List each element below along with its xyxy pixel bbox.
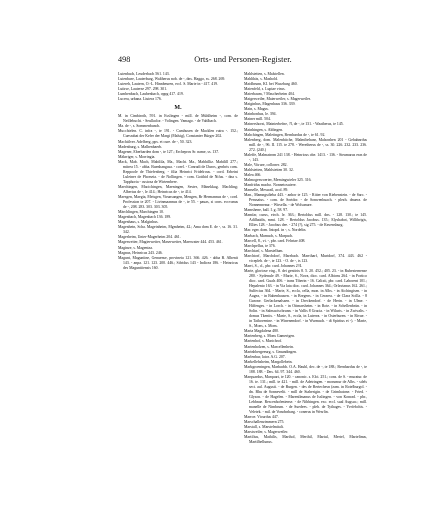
index-entry: Lumbenbach, Laubenbach, oppg 417. 419. xyxy=(118,92,184,97)
index-entry: Marchtarf, s. Marstellum. xyxy=(244,248,284,253)
index-entry: Lutirse, Lauterse 297. 298. 301. xyxy=(118,87,168,92)
index-entry: Marienholzen, s. Marcellenhein. xyxy=(244,344,294,349)
index-entry: Lutenbure, Lauterburg, Waltherus nob. de -, dns. Haggo, ss. 268. 269. xyxy=(118,77,226,82)
index-entry: Marienhof, s. Marichrof. xyxy=(244,339,283,344)
index-entry: Mainer mill. 504. xyxy=(244,117,271,122)
index-entry: Magenhaus, s. Malginhus. xyxy=(118,220,159,225)
index-entry: Maechingen, Macichingen, Maeningen, Sester, Mänekkug. Machling; Albertus de -, le 414.; Heinricus de -, te 414. xyxy=(118,184,238,194)
index-entry: Maleffe, Malmatrom 241 138. - Heinricus obe. 1413. - 136. - Steumarus eras de -, 143. xyxy=(244,152,367,162)
index-entry: Marstweiler, s. Magerweiler. xyxy=(244,430,289,435)
middle-column xyxy=(244,72,367,445)
index-entry: Mainhingen, s. Aldingen. xyxy=(244,127,283,132)
index-entry: Madenburg, s. Malhenbaerh. xyxy=(118,144,163,149)
index-entry: Mahlstetten, s. Malstellen. xyxy=(244,72,285,76)
index-entry: Maria Magdalena 480. xyxy=(244,329,279,334)
index-entry: Marcell, 8., vi. -, pbr. card. Fehrtae 408. xyxy=(244,238,306,243)
index-entry: Märchlingen, Marchingen 10. xyxy=(118,210,164,215)
index-entry: Maierbaum, ? Mascherheim 404. xyxy=(244,92,295,97)
index-entry: Ma. de -, s. Sommenbunch. xyxy=(118,124,161,129)
index-entry: Magerweiter, Magierweiter, Maserweiter, Maerwater 444. 453. 461. xyxy=(118,240,223,245)
index-entry: Mainershorst, Mainterhefne, ?I, de -, te 131. - Waatherus, te 145. xyxy=(244,122,344,127)
index-entry: Main, s. Magus. xyxy=(244,107,269,112)
index-entry: Magenhein, Scha. Mageinheim, Mgmheim, 42.; Ama dom E. de -, ss. 16. 31. 342. xyxy=(118,225,238,235)
index-entry: Maesgen, Maegia, Meisgen, Virunsangen, Mengen, Br Hermannus de -, cord. Profession te 207. - Livinmaannus de -, te 55. - pauas, si cons. eccvanus de -, 208. 283. 303. 303. 305. xyxy=(118,195,238,210)
index-entry: Lucera, urbana. Liutera 176. xyxy=(118,97,162,102)
index-entry: Malmogerwoerter, Memingwieler 325. 316. xyxy=(244,177,312,182)
index-entry: Marchpellus, te 376. xyxy=(244,243,276,248)
index-entry: Magenbach, Magenbach 136. 189. xyxy=(118,215,172,220)
index-entry: Mack, Mab. Mach, Mabilila, Ma., Macht. Ma., Mabhilliz. Mabilill 277.; mitrea 15. - abba. Buenhangasa. - corel. - Conradi de Duros, genbris cons. Reppoole de Thiefenberg. - filia Heinrici Fridelrous. - cord. Erheini Luleiner de Phorseia. - de Nollingen. - com. Gotthid de Nifus. - dna s. Tapphoria - custosa de Wirtembere. xyxy=(118,159,238,184)
index-entry: Manfridus macho. Nonnetosuiere. xyxy=(244,183,297,188)
index-entry: Mahlthäs, s. Mashold. xyxy=(244,77,279,82)
index-entry: Maidbrunn, KI. bei Wurzburg 460. xyxy=(244,82,298,87)
index-entry: Mäkrriger, s. Morringia. xyxy=(118,154,156,159)
index-entry: Marschallenzimmern 275. xyxy=(244,420,285,425)
index-entry: Marstall, s. Marstelmitalt. xyxy=(244,425,284,430)
index-entry: Marlenbur, lator. A.G. 207. xyxy=(244,354,286,359)
index-entry: Mar. eger. dom. Intopd. in -, s. Nordelin. xyxy=(244,228,307,233)
index-entry: Markgroeningen, Marbacbh. O.A. Haubl, dec. de -, te 188.; Bernhardus de -, te 188. 188. - Dns. 64. 97. 344. 460. xyxy=(244,364,367,374)
index-entry: Male, Vitrure, colloner. 282. xyxy=(244,162,288,167)
page-number: 498 xyxy=(118,55,131,64)
index-entry: Mahchingen, Maleiingen, Bernhardus de -, te 61. 92. xyxy=(244,132,326,137)
index-entry: Mainbonhus, le. 394. xyxy=(244,112,277,117)
index-entry: Mahlstetten, Mahlstetten 30. 32. xyxy=(244,167,294,172)
index-entry: Magnus, Heinricus 243. 246. xyxy=(118,250,163,255)
index-entry: Maiginhus, Magenhaus 336. 339. xyxy=(244,102,296,107)
index-entry: Lutereh, Lautern, O.-L. Hinnbeuren, eccl. S. Marie in - 417. 419. xyxy=(118,82,219,87)
index-entry: Lutenbach, Leuderbach 561. 143. xyxy=(118,72,170,76)
index-entry: Malea 466. xyxy=(244,172,262,177)
index-entry: Mamshene, ball. I. g. 58. 97. xyxy=(244,208,289,213)
page-title: Orts- und Personen-Register. xyxy=(194,55,292,64)
index-entry: Mamfar, curus, eirch. le. 363.; Bertoldus mill. dns. - 128. 130.; te 145. Adilhaidis, mmi. 128. - Bertoldus Jacobus. 135.; Elyshabot, Willibrigis, Ellies 128. - Jacobus dee. - 274 (?), sig 275. - de Ravensburg. xyxy=(244,213,367,228)
index-entry: Marinhbergeeurg, s. Gmundingen. xyxy=(244,349,297,354)
index-entry: Markellehsheim, Margollebein. xyxy=(244,359,293,364)
index-entry: Maginze, s. Magentza. xyxy=(118,245,153,250)
index-entry: Malenberg, dom. Malenbitche, Malmibehanr, Malsonhen 201 - Gehahnrdus mill. de -, 96. II. 115. te 278. - Weretherus de -, ss. 30. 226. 232. 233. 236. 272. (240.) xyxy=(244,137,367,152)
index-entry: Marienberg, s. Mons Gamerigen. xyxy=(244,334,295,339)
index-entry: M. in Cimbiroth, 591. in Esslingen - mill. de Mühlheim -, com. de Neillebucht. - Seullaclor. - Volingen. Vamago. - de Vahlbach. xyxy=(118,114,238,124)
index-entry: Marrt, S., cl., pbr. card. Johannes 2?4. xyxy=(244,263,303,268)
index-entry: Man., Mamngsdieba 443. - anbor te 125. - Ritter von Riebenstein. - de Sarc. - Perusaius. - com. de Sortdor. - de Sonwenbuach. - plezh. dnuera. de Nonnenneaur. - Wirsella. - de Wolsanure. xyxy=(244,193,367,208)
index-entry: Manselle, Messrail, acol. 89. xyxy=(244,188,289,193)
index-entry: Maigerweiler, Maierweiler, s. Magerweiler. xyxy=(244,97,311,102)
index-entry: Machtilver. Adelberg, pps. et cure. de -, 50. 323. xyxy=(118,139,193,144)
index-entry: Marroe. Vicurdus 447. xyxy=(244,415,279,420)
index-entry: Magener, Eberbarden dom -, te 127.; Erchepros Sr. name, ss. 137. xyxy=(118,149,220,154)
index-entry: Martilius, Mathilis, Marthol, Merthil, Martul, Mertel, Martelinus, Martilbellunus. xyxy=(244,435,367,445)
index-entry: Marie, gloriose virg., 8. dei genitrix 8. 5. 20. 452.; 405. 23. - in Rubesternense 280. - Sydenule 49. - Marie, S., Nova, dioc. card. Albions 264. - in Portico dioc. card. Guals 406. - trans Tiberin - 16. Calixti, pbr. card. Laborent 101.; Hepalento 163. - in Via lata dioc. card. Johannes 364.; Orlavianus 162. 261.; Sulfecius 364. - Marie, S., eccla, cella, mon. in Albs. - in Aichingisen. - in Augea, - in Babenhausen. - in Bregens. - in Cerarea. - de Clara Scilla. - 8 Gurone. Gerlackenalsaen. - in Dreckendorf. - de Herin. - in Ulme. - Hiffenges. - in Lorch. - in Ottmarsheim. - in Rote. - in Schellenbrün. - in Solin. - in Salnsaciscbrunn. - in Vallis 8 Gracia. - in Wiluris. - in Zwivalts. - domus Tkentis. - Marie, S., eccla, in Luterea. - in Osterburen. - in Rivue. - in Tathovenine. - in Winenendorf. - in Wurmach. - dt Spiritus et -). - Marie, S., Mons, s. Mons. xyxy=(244,268,367,329)
index-entry: Mucchtelen. C. infra -, te 191. - Camhusen de Macklen rutra -. 152.; Cuesrabat der Kefer der Margi (Malsig), Constanter Bürger 202. xyxy=(118,129,238,139)
index-entry: Marquardus, Marquart, te 120. - canonic. s. Elci. 251.; cons. de S. - muratur. de 16. te. 131.; mill. te 421. - mill. de Adetringen. - morumur de Albs. - sdels sect. aul. Augusti. - de Burgen. - des de Bertechesn (zam. in Rotelburgol. - dn. Bhu de Sonnevelit. - mill de Staherigin. - de Grimhatone. - Fried. - Glyson. - de Hagelen. - Marenilmanus de Isslingen. - von Konrad. - pbr., Lebbnae. Rescenhofeniense. - de Nibbingen. exc. eccl. sual Augsuc.; mill. manelle de Nimbrum. - de Suedees. - pleb. de Tythages. - Yvrfebchis. - Veletek. - mil. de Vonobnbarg. - conerus in Wesrlin. xyxy=(244,374,367,415)
index-entry: Marbach, Marnach, s. Marpach. xyxy=(244,233,294,238)
section-letter: M. xyxy=(174,105,182,112)
index-entry: Maienfeld, s. Lupiae virus. xyxy=(244,87,286,92)
index-entry: Marchtorf, Marchdorf, Marrbach. Marrtharf, Murtdorf, 374. 443. 462 - vicepleb. de -, te 123. - O. de -, ts 123. xyxy=(244,253,367,263)
index-entry: Magerheim, Unter-Magerheim 204. 461. xyxy=(118,235,181,240)
page-header xyxy=(118,54,368,66)
left-column xyxy=(118,72,238,271)
index-entry: Magunt, Maguntine, Genuense, provineia 121. 366. 426. - abba B. Albenit 143. - anpa. 121. 123. 200. 446.; Sifridus 143 - Indicea 186. - Heinricus des Maguntiiensis 160. xyxy=(118,255,238,270)
